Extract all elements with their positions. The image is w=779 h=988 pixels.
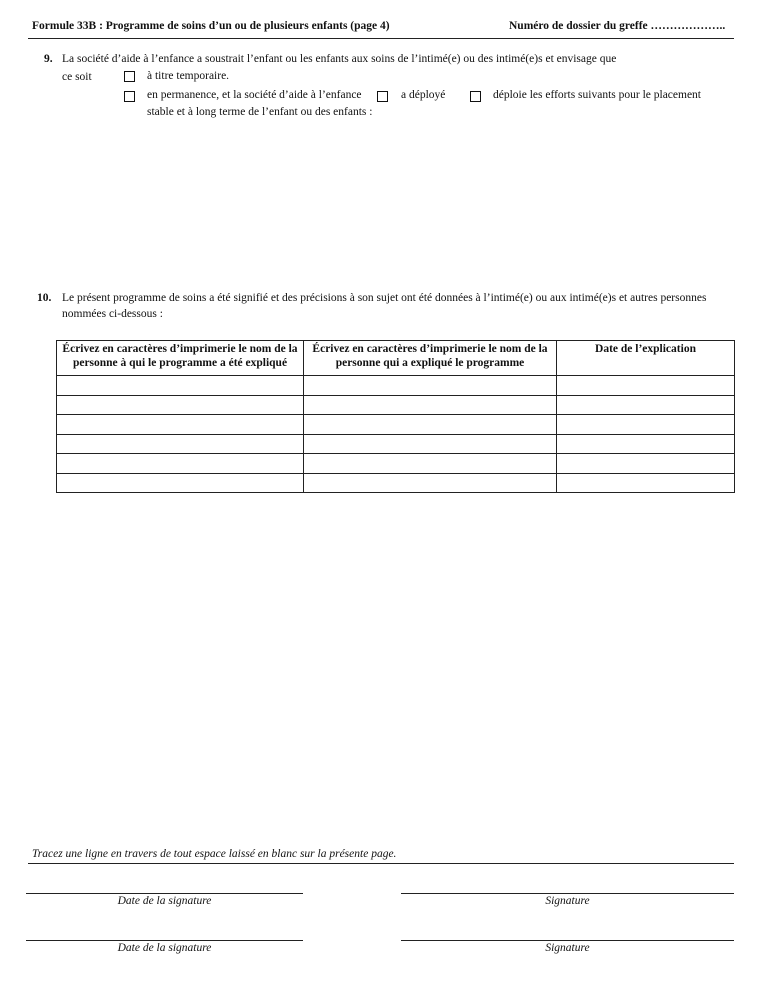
table-header-row [57, 341, 735, 376]
option-deploys-label: déploie les efforts suivants pour le placement [493, 89, 702, 101]
file-number-label: Numéro de dossier du greffe ……………….. [509, 20, 726, 32]
table-row [57, 434, 735, 454]
checkbox-deployed[interactable] [377, 91, 388, 102]
footer-divider [28, 863, 734, 864]
section-9-line-1: La société d’aide à l’enfance a soustrait l’enfant ou les enfants aux soins de l’intimé(e) ou des intimé(e)s et envisage que [62, 53, 617, 65]
header-explanation-date: Date de l’explication [557, 341, 735, 376]
signature-label-1: Signature [545, 895, 590, 907]
cell-person-who-explained[interactable] [304, 376, 557, 396]
cell-person-explained-to[interactable] [57, 415, 304, 435]
cell-person-explained-to[interactable] [57, 434, 304, 454]
header-person-explained-to: Écrivez en caractères d’imprimerie le nom de la personne à qui le programme a été expliqué [57, 341, 304, 376]
table-row [57, 395, 735, 415]
header-divider [28, 38, 734, 39]
section-9-number: 9. [44, 53, 53, 65]
signature-label-2: Signature [545, 942, 590, 954]
cell-explanation-date[interactable] [557, 395, 735, 415]
checkbox-permanent[interactable] [124, 91, 135, 102]
cell-explanation-date[interactable] [557, 434, 735, 454]
cell-explanation-date[interactable] [557, 473, 735, 493]
date-signature-label-2: Date de la signature [117, 942, 212, 954]
checkbox-deploys[interactable] [470, 91, 481, 102]
cell-person-who-explained[interactable] [304, 454, 557, 474]
cell-person-explained-to[interactable] [57, 395, 304, 415]
table-row [57, 473, 735, 493]
section-9-ce-soit: ce soit [62, 71, 92, 83]
cell-person-explained-to[interactable] [57, 454, 304, 474]
table-row [57, 454, 735, 474]
section-9-continuation: stable et à long terme de l’enfant ou des enfants : [147, 106, 373, 118]
header-person-who-explained: Écrivez en caractères d’imprimerie le nom de la personne qui a expliqué le programme [304, 341, 557, 376]
blank-space-note: Tracez une ligne en travers de tout espace laissé en blanc sur la présente page. [32, 848, 397, 860]
date-signature-label-1: Date de la signature [117, 895, 212, 907]
cell-person-who-explained[interactable] [304, 395, 557, 415]
section-10-number: 10. [37, 292, 52, 304]
date-signature-line-2[interactable] [26, 940, 303, 941]
cell-explanation-date[interactable] [557, 454, 735, 474]
checkbox-temporary[interactable] [124, 71, 135, 82]
signature-line-1[interactable] [401, 893, 734, 894]
cell-person-who-explained[interactable] [304, 473, 557, 493]
signature-line-2[interactable] [401, 940, 734, 941]
cell-person-who-explained[interactable] [304, 415, 557, 435]
option-temporary-label: à titre temporaire. [147, 70, 230, 82]
form-title: Formule 33B : Programme de soins d’un ou de plusieurs enfants (page 4) [32, 20, 390, 32]
cell-person-explained-to[interactable] [57, 473, 304, 493]
cell-person-who-explained[interactable] [304, 434, 557, 454]
table-row [57, 376, 735, 396]
date-signature-line-1[interactable] [26, 893, 303, 894]
option-permanent-label: en permanence, et la société d’aide à l’enfance [147, 89, 362, 101]
cell-person-explained-to[interactable] [57, 376, 304, 396]
efforts-text-area[interactable] [147, 124, 733, 274]
section-10-line-1: Le présent programme de soins a été signifié et des précisions à son sujet ont été données à l’intimé(e) ou aux intimé(e)s et autres personnes [62, 292, 707, 304]
cell-explanation-date[interactable] [557, 415, 735, 435]
option-deployed-label: a déployé [401, 89, 446, 101]
explanation-table [56, 340, 735, 493]
table-row [57, 415, 735, 435]
section-10-line-2: nommées ci-dessous : [62, 308, 163, 320]
cell-explanation-date[interactable] [557, 376, 735, 396]
